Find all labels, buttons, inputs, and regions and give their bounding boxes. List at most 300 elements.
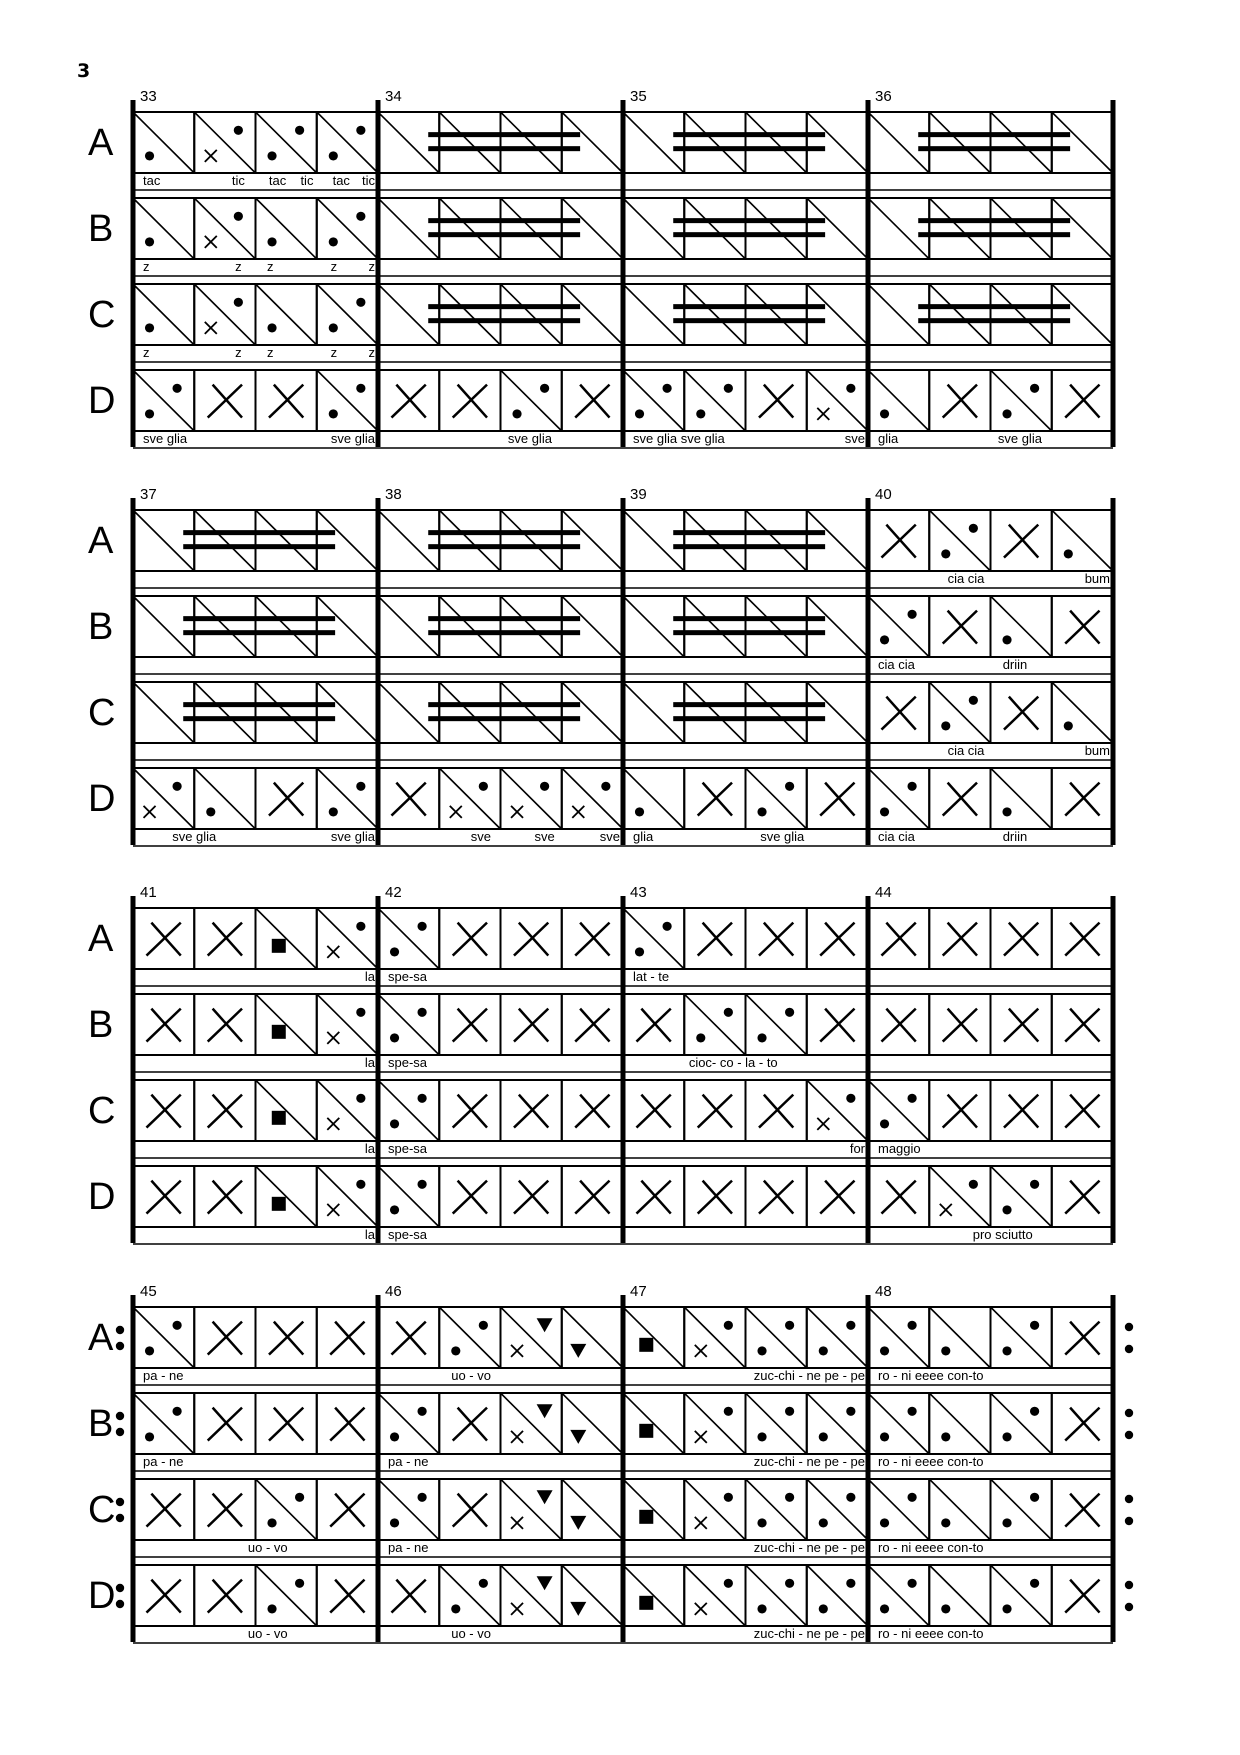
beat-diagonal xyxy=(194,682,255,743)
dot-note xyxy=(418,1008,427,1017)
dot-note xyxy=(479,1321,488,1330)
dot-note xyxy=(724,384,733,393)
beat-diagonal xyxy=(868,284,929,345)
dot-note xyxy=(1002,1432,1011,1441)
voice-row-a xyxy=(88,510,1113,588)
repeat-dot xyxy=(1125,1517,1133,1525)
lyric-text: zuc-chi - ne pe - pe xyxy=(753,1540,865,1555)
dot-note xyxy=(785,1579,794,1588)
dot-note xyxy=(601,782,610,791)
dot-note xyxy=(941,1346,950,1355)
beat-diagonal xyxy=(929,682,990,743)
beat-diagonal xyxy=(133,510,194,571)
dot-note xyxy=(941,1604,950,1613)
beat-diagonal xyxy=(562,1565,623,1626)
beat-diagonal xyxy=(317,1166,378,1227)
voice-label: A xyxy=(88,122,114,164)
beat-diagonal xyxy=(133,768,194,829)
square-note xyxy=(639,1424,653,1438)
dot-note xyxy=(234,212,243,221)
rest-bar xyxy=(428,318,580,323)
beat-diagonal xyxy=(929,112,990,173)
beat-diagonal xyxy=(623,370,684,431)
dot-note xyxy=(356,782,365,791)
dot-note xyxy=(418,1493,427,1502)
rest-bar xyxy=(183,702,335,707)
beat-diagonal xyxy=(501,768,562,829)
triangle-note xyxy=(570,1344,586,1358)
voice-label: A xyxy=(88,918,114,960)
lyric-text: cioc- co - la - to xyxy=(688,1055,778,1070)
beat-diagonal xyxy=(991,284,1052,345)
rest-bar xyxy=(918,232,1070,237)
dot-note xyxy=(329,409,338,418)
dot-note xyxy=(145,237,154,246)
lyric-text: for xyxy=(849,1141,865,1156)
beat-diagonal xyxy=(807,370,868,431)
measure-number: 39 xyxy=(630,486,647,503)
dot-note xyxy=(696,1033,705,1042)
beat-diagonal xyxy=(562,1393,623,1454)
lyric-text: spe-sa xyxy=(388,1227,428,1242)
triangle-note xyxy=(570,1516,586,1530)
beat-diagonal xyxy=(807,510,868,571)
beat-diagonal xyxy=(746,1307,807,1368)
beat-diagonal xyxy=(133,596,194,657)
beat-diagonal xyxy=(929,1565,990,1626)
dot-note xyxy=(1030,1579,1039,1588)
beat-diagonal xyxy=(378,1080,439,1141)
square-note xyxy=(272,1025,286,1039)
dot-note xyxy=(390,1033,399,1042)
beat-diagonal xyxy=(623,284,684,345)
barline xyxy=(621,498,626,845)
barline xyxy=(621,1295,626,1642)
beat-diagonal xyxy=(991,768,1052,829)
measure-number: 33 xyxy=(140,88,157,105)
beat-diagonal xyxy=(501,510,562,571)
beat-diagonal xyxy=(501,370,562,431)
dot-note xyxy=(390,1205,399,1214)
lyric-text: z xyxy=(368,259,375,274)
beat-diagonal xyxy=(684,1565,745,1626)
dot-note xyxy=(451,1346,460,1355)
rest-bar xyxy=(673,218,825,223)
dot-note xyxy=(267,151,276,160)
repeat-dot xyxy=(1125,1495,1133,1503)
rest-bar xyxy=(673,716,825,721)
beat-diagonal xyxy=(623,1565,684,1626)
dot-note xyxy=(908,610,917,619)
dot-note xyxy=(908,1493,917,1502)
rest-bar xyxy=(673,304,825,309)
lyric-text: zuc-chi - ne pe - pe xyxy=(753,1454,865,1469)
barline xyxy=(376,100,381,447)
beat-diagonal xyxy=(317,682,378,743)
beat-diagonal xyxy=(684,510,745,571)
voice-label: B xyxy=(88,1403,114,1445)
beat-diagonal xyxy=(256,284,317,345)
beat-diagonal xyxy=(991,1166,1052,1227)
dot-note xyxy=(819,1604,828,1613)
dot-note xyxy=(757,1518,766,1527)
beat-diagonal xyxy=(929,1479,990,1540)
dot-note xyxy=(145,1346,154,1355)
dot-note xyxy=(1030,1407,1039,1416)
triangle-note xyxy=(570,1602,586,1616)
beat-diagonal xyxy=(317,596,378,657)
dot-note xyxy=(880,1604,889,1613)
dot-note xyxy=(267,1518,276,1527)
dot-note xyxy=(206,807,215,816)
beat-diagonal xyxy=(256,112,317,173)
beat-diagonal xyxy=(684,596,745,657)
beat-diagonal xyxy=(684,370,745,431)
beat-diagonal xyxy=(378,112,439,173)
barline xyxy=(376,1295,381,1642)
lyric-text: tac xyxy=(143,173,161,188)
dot-note xyxy=(941,721,950,730)
lyric-text: lat - te xyxy=(633,969,670,984)
repeat-dot xyxy=(116,1514,124,1522)
rest-bar xyxy=(673,544,825,549)
beat-diagonal xyxy=(746,112,807,173)
dot-note xyxy=(145,409,154,418)
lyric-text: sve glia sve glia xyxy=(633,431,725,446)
dot-note xyxy=(785,1008,794,1017)
beat-diagonal xyxy=(929,510,990,571)
beat-diagonal xyxy=(746,1393,807,1454)
barline xyxy=(131,498,136,845)
beat-diagonal xyxy=(317,198,378,259)
measure-number: 41 xyxy=(140,884,157,901)
page-number: 3 xyxy=(77,60,91,82)
rest-bar xyxy=(428,716,580,721)
beat-diagonal xyxy=(623,112,684,173)
dot-note xyxy=(1002,1205,1011,1214)
beat-diagonal xyxy=(991,1393,1052,1454)
dot-note xyxy=(880,807,889,816)
dot-note xyxy=(724,1493,733,1502)
dot-note xyxy=(1002,807,1011,816)
rest-bar xyxy=(428,544,580,549)
rest-bar xyxy=(183,716,335,721)
rest-bar xyxy=(673,702,825,707)
dot-note xyxy=(819,1518,828,1527)
dot-note xyxy=(356,298,365,307)
lyric-text: ro - ni eeee con-to xyxy=(878,1540,984,1555)
dot-note xyxy=(295,1493,304,1502)
measure-number: 46 xyxy=(385,1283,402,1300)
beat-diagonal xyxy=(439,198,500,259)
lyric-text: uo - vo xyxy=(451,1626,491,1641)
lyric-text: z xyxy=(235,345,242,360)
beat-diagonal xyxy=(991,1565,1052,1626)
dot-note xyxy=(234,126,243,135)
voice-row-c xyxy=(88,1080,1113,1158)
triangle-note xyxy=(537,1318,553,1332)
voice-label: D xyxy=(88,778,116,820)
barline xyxy=(1111,1295,1116,1642)
beat-diagonal xyxy=(562,112,623,173)
beat-diagonal xyxy=(562,768,623,829)
beat-diagonal xyxy=(562,596,623,657)
dot-note xyxy=(724,1407,733,1416)
lyric-text: uo - vo xyxy=(247,1540,288,1555)
beat-diagonal xyxy=(868,1307,929,1368)
measure-number: 37 xyxy=(140,486,157,503)
dot-note xyxy=(173,782,182,791)
voice-label: C xyxy=(88,692,116,734)
beat-diagonal xyxy=(623,1393,684,1454)
barline xyxy=(621,896,626,1243)
square-note xyxy=(639,1510,653,1524)
rest-bar xyxy=(673,616,825,621)
dot-note xyxy=(540,384,549,393)
rest-bar xyxy=(183,544,335,549)
lyric-text: driin xyxy=(1002,657,1028,672)
beat-diagonal xyxy=(991,112,1052,173)
dot-note xyxy=(635,947,644,956)
dot-note xyxy=(969,696,978,705)
square-note xyxy=(639,1338,653,1352)
square-note xyxy=(639,1596,653,1610)
dot-note xyxy=(941,549,950,558)
beat-diagonal xyxy=(807,198,868,259)
beat-diagonal xyxy=(501,682,562,743)
lyric-text: bum xyxy=(1084,571,1110,586)
beat-diagonal xyxy=(256,994,317,1055)
dot-note xyxy=(819,1432,828,1441)
lyric-text: sve glia xyxy=(997,431,1042,446)
rest-bar xyxy=(918,146,1070,151)
beat-diagonal xyxy=(501,284,562,345)
lyric-text: cia cia xyxy=(878,657,915,672)
voice-label: C xyxy=(88,1489,116,1531)
dot-note xyxy=(418,922,427,931)
lyric-text: sve glia xyxy=(172,829,217,844)
dot-note xyxy=(267,1604,276,1613)
beat-diagonal xyxy=(501,1565,562,1626)
rest-bar xyxy=(428,530,580,535)
voice-row-b xyxy=(88,198,1113,276)
rest-bar xyxy=(428,232,580,237)
beat-diagonal xyxy=(929,1393,990,1454)
lyric-text: tic xyxy=(300,173,314,188)
system xyxy=(88,88,1116,448)
dot-note xyxy=(757,1432,766,1441)
dot-note xyxy=(356,126,365,135)
dot-note xyxy=(145,151,154,160)
rest-bar xyxy=(673,318,825,323)
lyric-text: sve glia xyxy=(143,431,188,446)
repeat-dot xyxy=(1125,1409,1133,1417)
dot-note xyxy=(267,323,276,332)
barline xyxy=(131,1295,136,1642)
dot-note xyxy=(390,947,399,956)
dot-note xyxy=(390,1518,399,1527)
dot-note xyxy=(1030,1493,1039,1502)
voice-row-a xyxy=(88,112,1113,190)
dot-note xyxy=(356,1180,365,1189)
dot-note xyxy=(390,1119,399,1128)
lyric-text: zuc-chi - ne pe - pe xyxy=(753,1626,865,1641)
beat-diagonal xyxy=(133,1393,194,1454)
beat-diagonal xyxy=(746,510,807,571)
dot-note xyxy=(880,1346,889,1355)
beat-diagonal xyxy=(929,284,990,345)
dot-note xyxy=(356,922,365,931)
rest-bar xyxy=(428,616,580,621)
beat-diagonal xyxy=(133,682,194,743)
beat-diagonal xyxy=(1052,510,1113,571)
dot-note xyxy=(356,1008,365,1017)
rest-bar xyxy=(428,304,580,309)
beat-diagonal xyxy=(256,908,317,969)
beat-diagonal xyxy=(991,198,1052,259)
dot-note xyxy=(908,1407,917,1416)
dot-note xyxy=(880,635,889,644)
beat-diagonal xyxy=(807,1080,868,1141)
beat-diagonal xyxy=(746,768,807,829)
beat-diagonal xyxy=(439,1307,500,1368)
dot-note xyxy=(479,782,488,791)
voice-row-a xyxy=(88,1307,1113,1385)
measure-number: 45 xyxy=(140,1283,157,1300)
dot-note xyxy=(880,409,889,418)
beat-diagonal xyxy=(133,112,194,173)
repeat-dot xyxy=(1125,1431,1133,1439)
dot-note xyxy=(635,409,644,418)
dot-note xyxy=(1002,635,1011,644)
triangle-note xyxy=(570,1430,586,1444)
lyric-text: cia cia xyxy=(947,571,985,586)
beat-diagonal xyxy=(684,682,745,743)
lyric-text: maggio xyxy=(878,1141,921,1156)
repeat-dot xyxy=(1125,1603,1133,1611)
rest-bar xyxy=(918,304,1070,309)
voice-label: A xyxy=(88,520,114,562)
barline xyxy=(376,498,381,845)
beat-diagonal xyxy=(439,510,500,571)
lyric-text: pro sciutto xyxy=(972,1227,1033,1242)
beat-diagonal xyxy=(501,1307,562,1368)
dot-note xyxy=(757,1346,766,1355)
dot-note xyxy=(1030,384,1039,393)
voice-label: B xyxy=(88,208,114,250)
lyric-text: z xyxy=(266,259,274,274)
rest-bar xyxy=(918,318,1070,323)
beat-diagonal xyxy=(501,596,562,657)
voice-row-b xyxy=(88,1393,1113,1471)
beat-diagonal xyxy=(746,994,807,1055)
beat-diagonal xyxy=(807,1307,868,1368)
beat-diagonal xyxy=(378,510,439,571)
lyric-text: sve xyxy=(844,431,865,446)
beat-diagonal xyxy=(194,596,255,657)
dot-note xyxy=(880,1432,889,1441)
beat-diagonal xyxy=(807,596,868,657)
square-note xyxy=(272,1197,286,1211)
beat-diagonal xyxy=(378,908,439,969)
beat-diagonal xyxy=(868,1479,929,1540)
beat-diagonal xyxy=(317,994,378,1055)
beat-diagonal xyxy=(868,198,929,259)
lyric-text: spe-sa xyxy=(388,969,428,984)
rest-bar xyxy=(428,218,580,223)
dot-note xyxy=(663,922,672,931)
triangle-note xyxy=(537,1490,553,1504)
beat-diagonal xyxy=(439,112,500,173)
lyric-text: cia cia xyxy=(878,829,915,844)
dot-note xyxy=(295,126,304,135)
beat-diagonal xyxy=(807,1393,868,1454)
dot-note xyxy=(757,807,766,816)
lyric-text: la xyxy=(364,1227,375,1242)
lyric-text: glia xyxy=(633,829,654,844)
beat-diagonal xyxy=(623,1307,684,1368)
lyric-text: pa - ne xyxy=(388,1454,429,1469)
voice-row-c xyxy=(88,1479,1113,1557)
lyric-text: z xyxy=(330,345,338,360)
beat-diagonal xyxy=(623,908,684,969)
measure-number: 43 xyxy=(630,884,647,901)
beat-diagonal xyxy=(868,596,929,657)
lyric-text: z xyxy=(143,259,150,274)
lyric-text: z xyxy=(368,345,375,360)
beat-diagonal xyxy=(194,198,255,259)
dot-note xyxy=(390,1432,399,1441)
beat-diagonal xyxy=(991,1479,1052,1540)
dot-note xyxy=(540,782,549,791)
voice-row-d xyxy=(88,768,1113,846)
dot-note xyxy=(1064,721,1073,730)
lyric-text: la xyxy=(364,969,375,984)
beat-diagonal xyxy=(562,1307,623,1368)
measure-number: 40 xyxy=(875,486,892,503)
voice-label: D xyxy=(88,380,116,422)
dot-note xyxy=(1002,1604,1011,1613)
rest-bar xyxy=(673,132,825,137)
beat-diagonal xyxy=(623,1479,684,1540)
beat-diagonal xyxy=(562,198,623,259)
beat-diagonal xyxy=(746,596,807,657)
dot-note xyxy=(724,1321,733,1330)
beat-diagonal xyxy=(623,510,684,571)
dot-note xyxy=(1064,549,1073,558)
lyric-text: la xyxy=(364,1055,375,1070)
dot-note xyxy=(329,151,338,160)
beat-diagonal xyxy=(562,284,623,345)
beat-diagonal xyxy=(1052,284,1113,345)
beat-diagonal xyxy=(807,284,868,345)
beat-diagonal xyxy=(439,284,500,345)
lyric-text: tic xyxy=(231,173,245,188)
beat-diagonal xyxy=(807,1479,868,1540)
voice-row-b xyxy=(88,994,1113,1072)
lyric-text: tac xyxy=(332,173,350,188)
dot-note xyxy=(145,323,154,332)
beat-diagonal xyxy=(746,284,807,345)
dot-note xyxy=(785,1321,794,1330)
lyric-text: tac xyxy=(268,173,287,188)
lyric-text: z xyxy=(330,259,338,274)
beat-diagonal xyxy=(991,370,1052,431)
lyric-text: sve glia xyxy=(330,431,375,446)
dot-note xyxy=(356,1094,365,1103)
beat-diagonal xyxy=(194,112,255,173)
beat-diagonal xyxy=(501,1479,562,1540)
